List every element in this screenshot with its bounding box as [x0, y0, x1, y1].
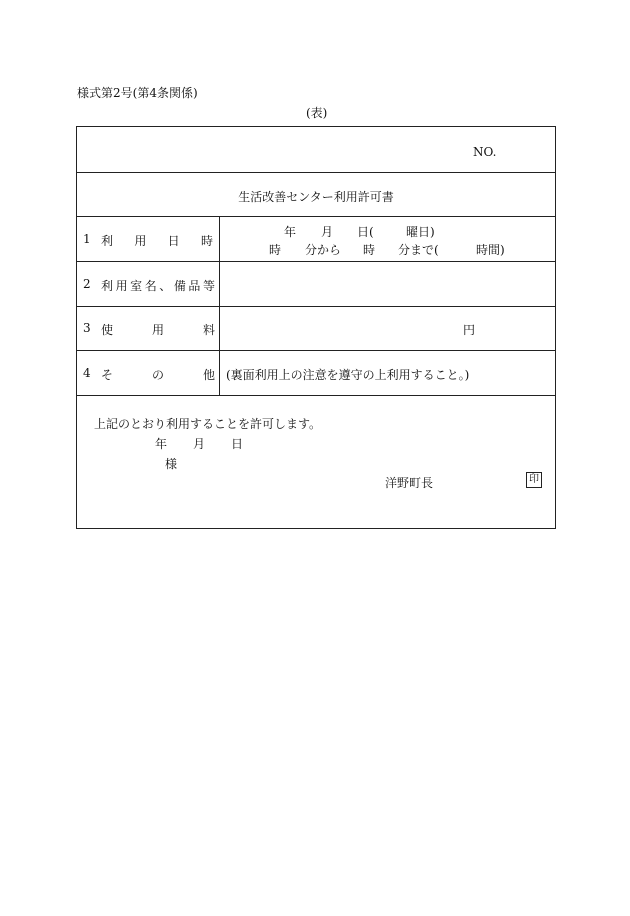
- label-char: 用: [134, 234, 147, 248]
- fee-unit: 円: [463, 323, 476, 337]
- divider: [77, 350, 555, 351]
- form-title: 生活改善センター利用許可書: [238, 190, 394, 204]
- label-char: 用: [151, 323, 164, 337]
- label-char: 備: [173, 279, 186, 293]
- row-label-other: [83, 366, 215, 383]
- usage-date-line: [284, 223, 435, 240]
- label-char: 名: [144, 279, 157, 293]
- permit-number-label: NO.: [473, 145, 497, 159]
- label-char: 利: [101, 234, 114, 248]
- weekday-field[interactable]: 曜日): [406, 225, 435, 239]
- row-label-room-equipment: [83, 277, 215, 294]
- row-number: 4: [83, 366, 91, 380]
- usage-time-line: [269, 241, 505, 258]
- end-hour-field[interactable]: 時: [363, 243, 376, 257]
- issuer-title: 洋野町長: [385, 476, 434, 490]
- usage-notice: (裏面利用上の注意を遵守の上利用すること。): [226, 368, 470, 382]
- label-char: そ: [101, 368, 114, 382]
- start-minute-field[interactable]: 分から: [305, 243, 342, 257]
- row-label-usage-date: [83, 232, 215, 249]
- month-field[interactable]: 月: [321, 225, 334, 239]
- label-char: 等: [202, 279, 215, 293]
- label-char: の: [151, 368, 164, 382]
- row-number: 2: [83, 277, 91, 291]
- label-char: 品: [188, 279, 201, 293]
- approval-year[interactable]: 年: [155, 437, 168, 451]
- approval-month[interactable]: 月: [193, 437, 206, 451]
- day-field[interactable]: 日(: [357, 225, 374, 239]
- label-char: 使: [101, 323, 114, 337]
- divider: [77, 395, 555, 396]
- approval-statement: 上記のとおり利用することを許可します。: [94, 417, 322, 431]
- divider: [77, 216, 555, 217]
- permit-form: [76, 126, 556, 529]
- label-char: 時: [200, 234, 213, 248]
- label-char: 料: [202, 323, 215, 337]
- divider: [77, 172, 555, 173]
- year-field[interactable]: 年: [284, 225, 297, 239]
- label-char: 室: [130, 279, 143, 293]
- label-char: 日: [167, 234, 180, 248]
- approval-day[interactable]: 日: [231, 437, 244, 451]
- divider: [77, 261, 555, 262]
- side-label: (表): [306, 106, 328, 120]
- row-number: 3: [83, 321, 91, 335]
- row-number: 1: [83, 232, 91, 246]
- label-char: 他: [202, 368, 215, 382]
- label-char: 利: [101, 279, 114, 293]
- label-char: 、: [159, 279, 172, 293]
- end-minute-field[interactable]: 分まで(: [398, 243, 439, 257]
- duration-field[interactable]: 時間): [476, 243, 505, 257]
- row-label-usage-fee: [83, 321, 215, 338]
- approval-date: [155, 435, 243, 452]
- form-number: 様式第2号(第4条関係): [77, 86, 198, 100]
- start-hour-field[interactable]: 時: [269, 243, 282, 257]
- seal-stamp: 印: [526, 472, 542, 488]
- addressee-suffix: 様: [165, 457, 178, 471]
- divider: [77, 306, 555, 307]
- label-char: 用: [115, 279, 128, 293]
- column-divider: [219, 216, 220, 395]
